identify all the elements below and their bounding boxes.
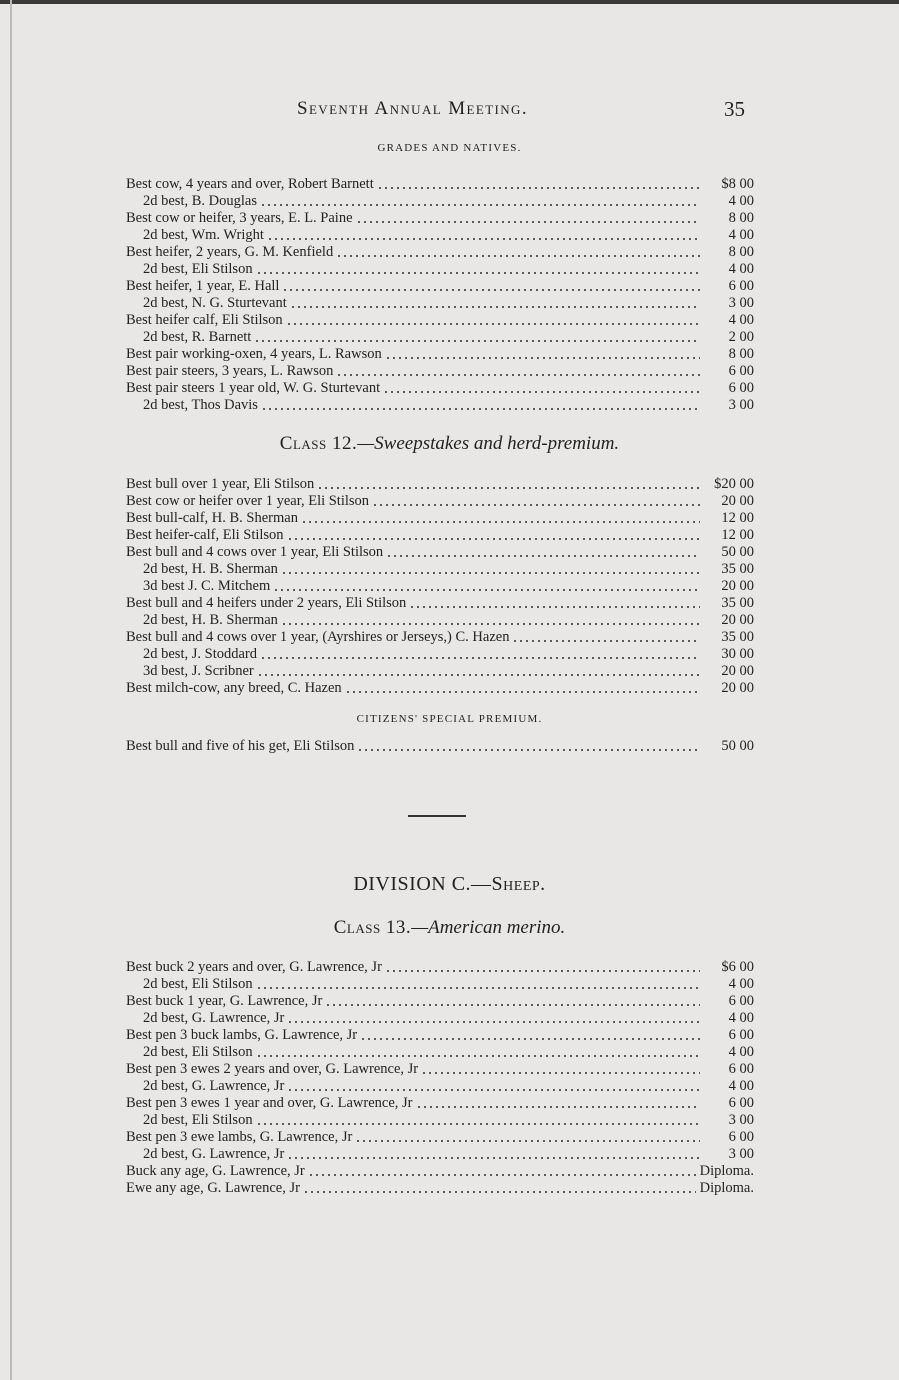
premium-row [126, 493, 754, 510]
premium-entry-label: 2d best, Eli Stilson [143, 261, 253, 277]
premium-entry-label: Best pen 3 ewes 1 year and over, G. Lawrence, Jr [126, 1095, 413, 1111]
premium-entry-label: Best bull over 1 year, Eli Stilson [126, 476, 315, 492]
premium-entry-label: Best cow, 4 years and over, Robert Barnett [126, 176, 374, 192]
premium-entry-label: Best pair steers 1 year old, W. G. Sturtevant [126, 380, 381, 396]
premium-entry-label: 3d best, J. Scribner [143, 663, 254, 679]
premium-amount: 4 00 [728, 1044, 754, 1060]
dot-leader [282, 289, 700, 291]
premium-row [126, 1163, 754, 1180]
class-13-title: —American merino. [411, 917, 566, 938]
premium-entry-label: 2d best, J. Stoddard [143, 646, 257, 662]
dot-leader [345, 691, 700, 693]
dot-leader [281, 623, 700, 625]
premium-entry-label: Best buck 1 year, G. Lawrence, Jr [126, 993, 323, 1009]
premium-amount: 4 00 [728, 1010, 754, 1026]
premium-row [126, 738, 754, 755]
dot-leader [355, 1140, 700, 1142]
premium-row [126, 295, 754, 312]
premium-row [126, 527, 754, 544]
premium-row [126, 1078, 754, 1095]
dot-leader [281, 572, 700, 574]
premium-row [126, 312, 754, 329]
premium-row [126, 1010, 754, 1027]
premium-amount: $8 00 [721, 176, 754, 192]
dot-leader [308, 1174, 696, 1176]
premium-entry-label: 2d best, N. G. Sturtevant [143, 295, 287, 311]
running-title: Seventh Annual Meeting. [297, 98, 528, 119]
premium-entry-label: 2d best, Eli Stilson [143, 1112, 253, 1128]
premium-entry-label: Best bull and 4 cows over 1 year, Eli Stilson [126, 544, 384, 560]
dot-leader [377, 187, 700, 189]
premium-amount: 8 00 [728, 346, 754, 362]
premium-row [126, 561, 754, 578]
premium-amount: 35 00 [721, 629, 754, 645]
premium-row [126, 1129, 754, 1146]
dot-leader [273, 589, 700, 591]
premium-entry-label: Best milch-cow, any breed, C. Hazen [126, 680, 342, 696]
premium-row [126, 363, 754, 380]
premium-amount: 3 00 [728, 397, 754, 413]
premium-amount: 6 00 [728, 993, 754, 1009]
dot-leader [301, 521, 700, 523]
premium-amount: 4 00 [728, 261, 754, 277]
premium-row [126, 1044, 754, 1061]
dot-leader [416, 1106, 701, 1108]
premium-amount: $20 00 [714, 476, 754, 492]
premium-amount: 20 00 [721, 680, 754, 696]
premium-amount: 6 00 [728, 363, 754, 379]
premium-row [126, 210, 754, 227]
dot-leader [267, 238, 700, 240]
premium-amount: 6 00 [728, 278, 754, 294]
premium-amount: 50 00 [721, 738, 754, 754]
premium-row [126, 1112, 754, 1129]
premium-entry-label: Best heifer, 1 year, E. Hall [126, 278, 280, 294]
dot-leader [260, 204, 700, 206]
premium-row [126, 680, 754, 697]
premium-row [126, 578, 754, 595]
premium-row [126, 1027, 754, 1044]
grades-premium-list [126, 176, 754, 414]
premium-row [126, 1095, 754, 1112]
premium-amount: 50 00 [721, 544, 754, 560]
premium-row [126, 1146, 754, 1163]
premium-row [126, 176, 754, 193]
premium-entry-label: Best cow or heifer, 3 years, E. L. Paine [126, 210, 353, 226]
premium-entry-label: Best buck 2 years and over, G. Lawrence, Jr [126, 959, 382, 975]
premium-amount: 6 00 [728, 1095, 754, 1111]
dot-leader [383, 391, 700, 393]
premium-entry-label: Best pen 3 ewe lambs, G. Lawrence, Jr [126, 1129, 353, 1145]
premium-entry-label: 2d best, Thos Davis [143, 397, 258, 413]
premium-row [126, 278, 754, 295]
dot-leader [290, 306, 700, 308]
class-13-heading [0, 917, 899, 939]
dot-leader [287, 1021, 700, 1023]
premium-entry-label: Best cow or heifer over 1 year, Eli Stilson [126, 493, 370, 509]
premium-amount: 3 00 [728, 295, 754, 311]
dot-leader [360, 1038, 700, 1040]
premium-entry-label: 2d best, G. Lawrence, Jr [143, 1078, 285, 1094]
premium-amount: 3 00 [728, 1146, 754, 1162]
class-12-premium-list [126, 476, 754, 697]
premium-row [126, 1061, 754, 1078]
dot-leader [512, 640, 700, 642]
premium-entry-label: 2d best, G. Lawrence, Jr [143, 1010, 285, 1026]
premium-entry-label: Best pen 3 buck lambs, G. Lawrence, Jr [126, 1027, 358, 1043]
dot-leader [254, 340, 700, 342]
premium-row [126, 612, 754, 629]
citizens-premium-list [126, 738, 754, 755]
premium-entry-label: Best bull and five of his get, Eli Stilson [126, 738, 355, 754]
dot-leader [325, 1004, 700, 1006]
premium-entry-label: Best heifer, 2 years, G. M. Kenfield [126, 244, 334, 260]
dot-leader [385, 357, 700, 359]
premium-entry-label: 2d best, B. Douglas [143, 193, 257, 209]
class-13-premium-list [126, 959, 754, 1197]
premium-amount: 2 00 [728, 329, 754, 345]
premium-entry-label: Buck any age, G. Lawrence, Jr [126, 1163, 305, 1179]
premium-entry-label: 2d best, G. Lawrence, Jr [143, 1146, 285, 1162]
grades-heading: GRADES AND NATIVES. [377, 142, 522, 154]
premium-amount: 4 00 [728, 976, 754, 992]
premium-row [126, 663, 754, 680]
premium-amount: 6 00 [728, 380, 754, 396]
premium-entry-label: Best pair working-oxen, 4 years, L. Rawson [126, 346, 382, 362]
premium-amount: 6 00 [728, 1027, 754, 1043]
premium-amount: 20 00 [721, 663, 754, 679]
premium-amount: 6 00 [728, 1061, 754, 1077]
premium-row [126, 244, 754, 261]
premium-amount: 4 00 [728, 193, 754, 209]
premium-row [126, 993, 754, 1010]
premium-row [126, 261, 754, 278]
class-12-number: Class 12. [279, 433, 358, 454]
dot-leader [287, 538, 700, 540]
division-c-label: DIVISION C. [353, 873, 472, 895]
dot-leader [257, 674, 700, 676]
premium-amount: 3 00 [728, 1112, 754, 1128]
premium-entry-label: Best bull and 4 cows over 1 year, (Ayrshires or Jerseys,) C. Hazen [126, 629, 510, 645]
dot-leader [385, 970, 700, 972]
section-divider-rule [408, 815, 466, 817]
dot-leader [287, 1157, 700, 1159]
dot-leader [256, 1055, 700, 1057]
premium-row [126, 380, 754, 397]
premium-amount: 12 00 [721, 527, 754, 543]
running-header [0, 98, 899, 124]
dot-leader [356, 221, 700, 223]
premium-row [126, 976, 754, 993]
dot-leader [421, 1072, 700, 1074]
premium-row [126, 476, 754, 493]
premium-entry-label: Best heifer calf, Eli Stilson [126, 312, 283, 328]
division-c-title: —Sheep. [471, 873, 546, 895]
premium-amount: $6 00 [721, 959, 754, 975]
premium-amount: 20 00 [721, 612, 754, 628]
premium-row [126, 544, 754, 561]
premium-amount: 20 00 [721, 493, 754, 509]
premium-entry-label: Best heifer-calf, Eli Stilson [126, 527, 284, 543]
premium-row [126, 646, 754, 663]
premium-amount: 35 00 [721, 595, 754, 611]
premium-amount: 6 00 [728, 1129, 754, 1145]
premium-amount: 20 00 [721, 578, 754, 594]
premium-amount: 30 00 [721, 646, 754, 662]
premium-amount: 4 00 [728, 1078, 754, 1094]
premium-amount: 8 00 [728, 244, 754, 260]
dot-leader [336, 374, 700, 376]
dot-leader [260, 657, 700, 659]
class-12-title: —Sweepstakes and herd-premium. [357, 433, 620, 454]
premium-row [126, 193, 754, 210]
dot-leader [287, 1089, 700, 1091]
dot-leader [386, 555, 700, 557]
class-13-number: Class 13. [333, 917, 412, 938]
premium-amount: 4 00 [728, 227, 754, 243]
premium-row [126, 346, 754, 363]
dot-leader [303, 1191, 696, 1193]
dot-leader [256, 272, 700, 274]
premium-entry-label: Best pair steers, 3 years, L. Rawson [126, 363, 334, 379]
premium-entry-label: 3d best J. C. Mitchem [143, 578, 271, 594]
premium-entry-label: 2d best, Eli Stilson [143, 1044, 253, 1060]
premium-row [126, 510, 754, 527]
premium-row [126, 329, 754, 346]
premium-amount: 8 00 [728, 210, 754, 226]
premium-entry-label: Best pen 3 ewes 2 years and over, G. Lawrence, Jr [126, 1061, 419, 1077]
class-12-heading [0, 433, 899, 455]
division-c-heading [0, 873, 899, 896]
premium-row [126, 595, 754, 612]
dot-leader [357, 749, 700, 751]
premium-amount: Diploma. [699, 1163, 754, 1179]
dot-leader [286, 323, 700, 325]
premium-entry-label: 2d best, Eli Stilson [143, 976, 253, 992]
page-number: 35 [724, 97, 745, 121]
dot-leader [409, 606, 700, 608]
dot-leader [336, 255, 700, 257]
premium-row [126, 959, 754, 976]
dot-leader [317, 487, 700, 489]
premium-entry-label: Best bull-calf, H. B. Sherman [126, 510, 298, 526]
premium-amount: 4 00 [728, 312, 754, 328]
premium-row [126, 629, 754, 646]
dot-leader [256, 1123, 700, 1125]
premium-entry-label: Best bull and 4 heifers under 2 years, Eli Stilson [126, 595, 407, 611]
dot-leader [372, 504, 700, 506]
premium-entry-label: 2d best, H. B. Sherman [143, 612, 278, 628]
citizens-premium-heading: CITIZENS' SPECIAL PREMIUM. [356, 713, 543, 725]
premium-amount: 35 00 [721, 561, 754, 577]
dot-leader [261, 408, 700, 410]
premium-entry-label: 2d best, H. B. Sherman [143, 561, 278, 577]
premium-entry-label: Ewe any age, G. Lawrence, Jr [126, 1180, 300, 1196]
dot-leader [256, 987, 700, 989]
premium-row [126, 1180, 754, 1197]
premium-entry-label: 2d best, Wm. Wright [143, 227, 264, 243]
premium-entry-label: 2d best, R. Barnett [143, 329, 252, 345]
premium-row [126, 227, 754, 244]
premium-row [126, 397, 754, 414]
premium-amount: 12 00 [721, 510, 754, 526]
premium-amount: Diploma. [699, 1180, 754, 1196]
